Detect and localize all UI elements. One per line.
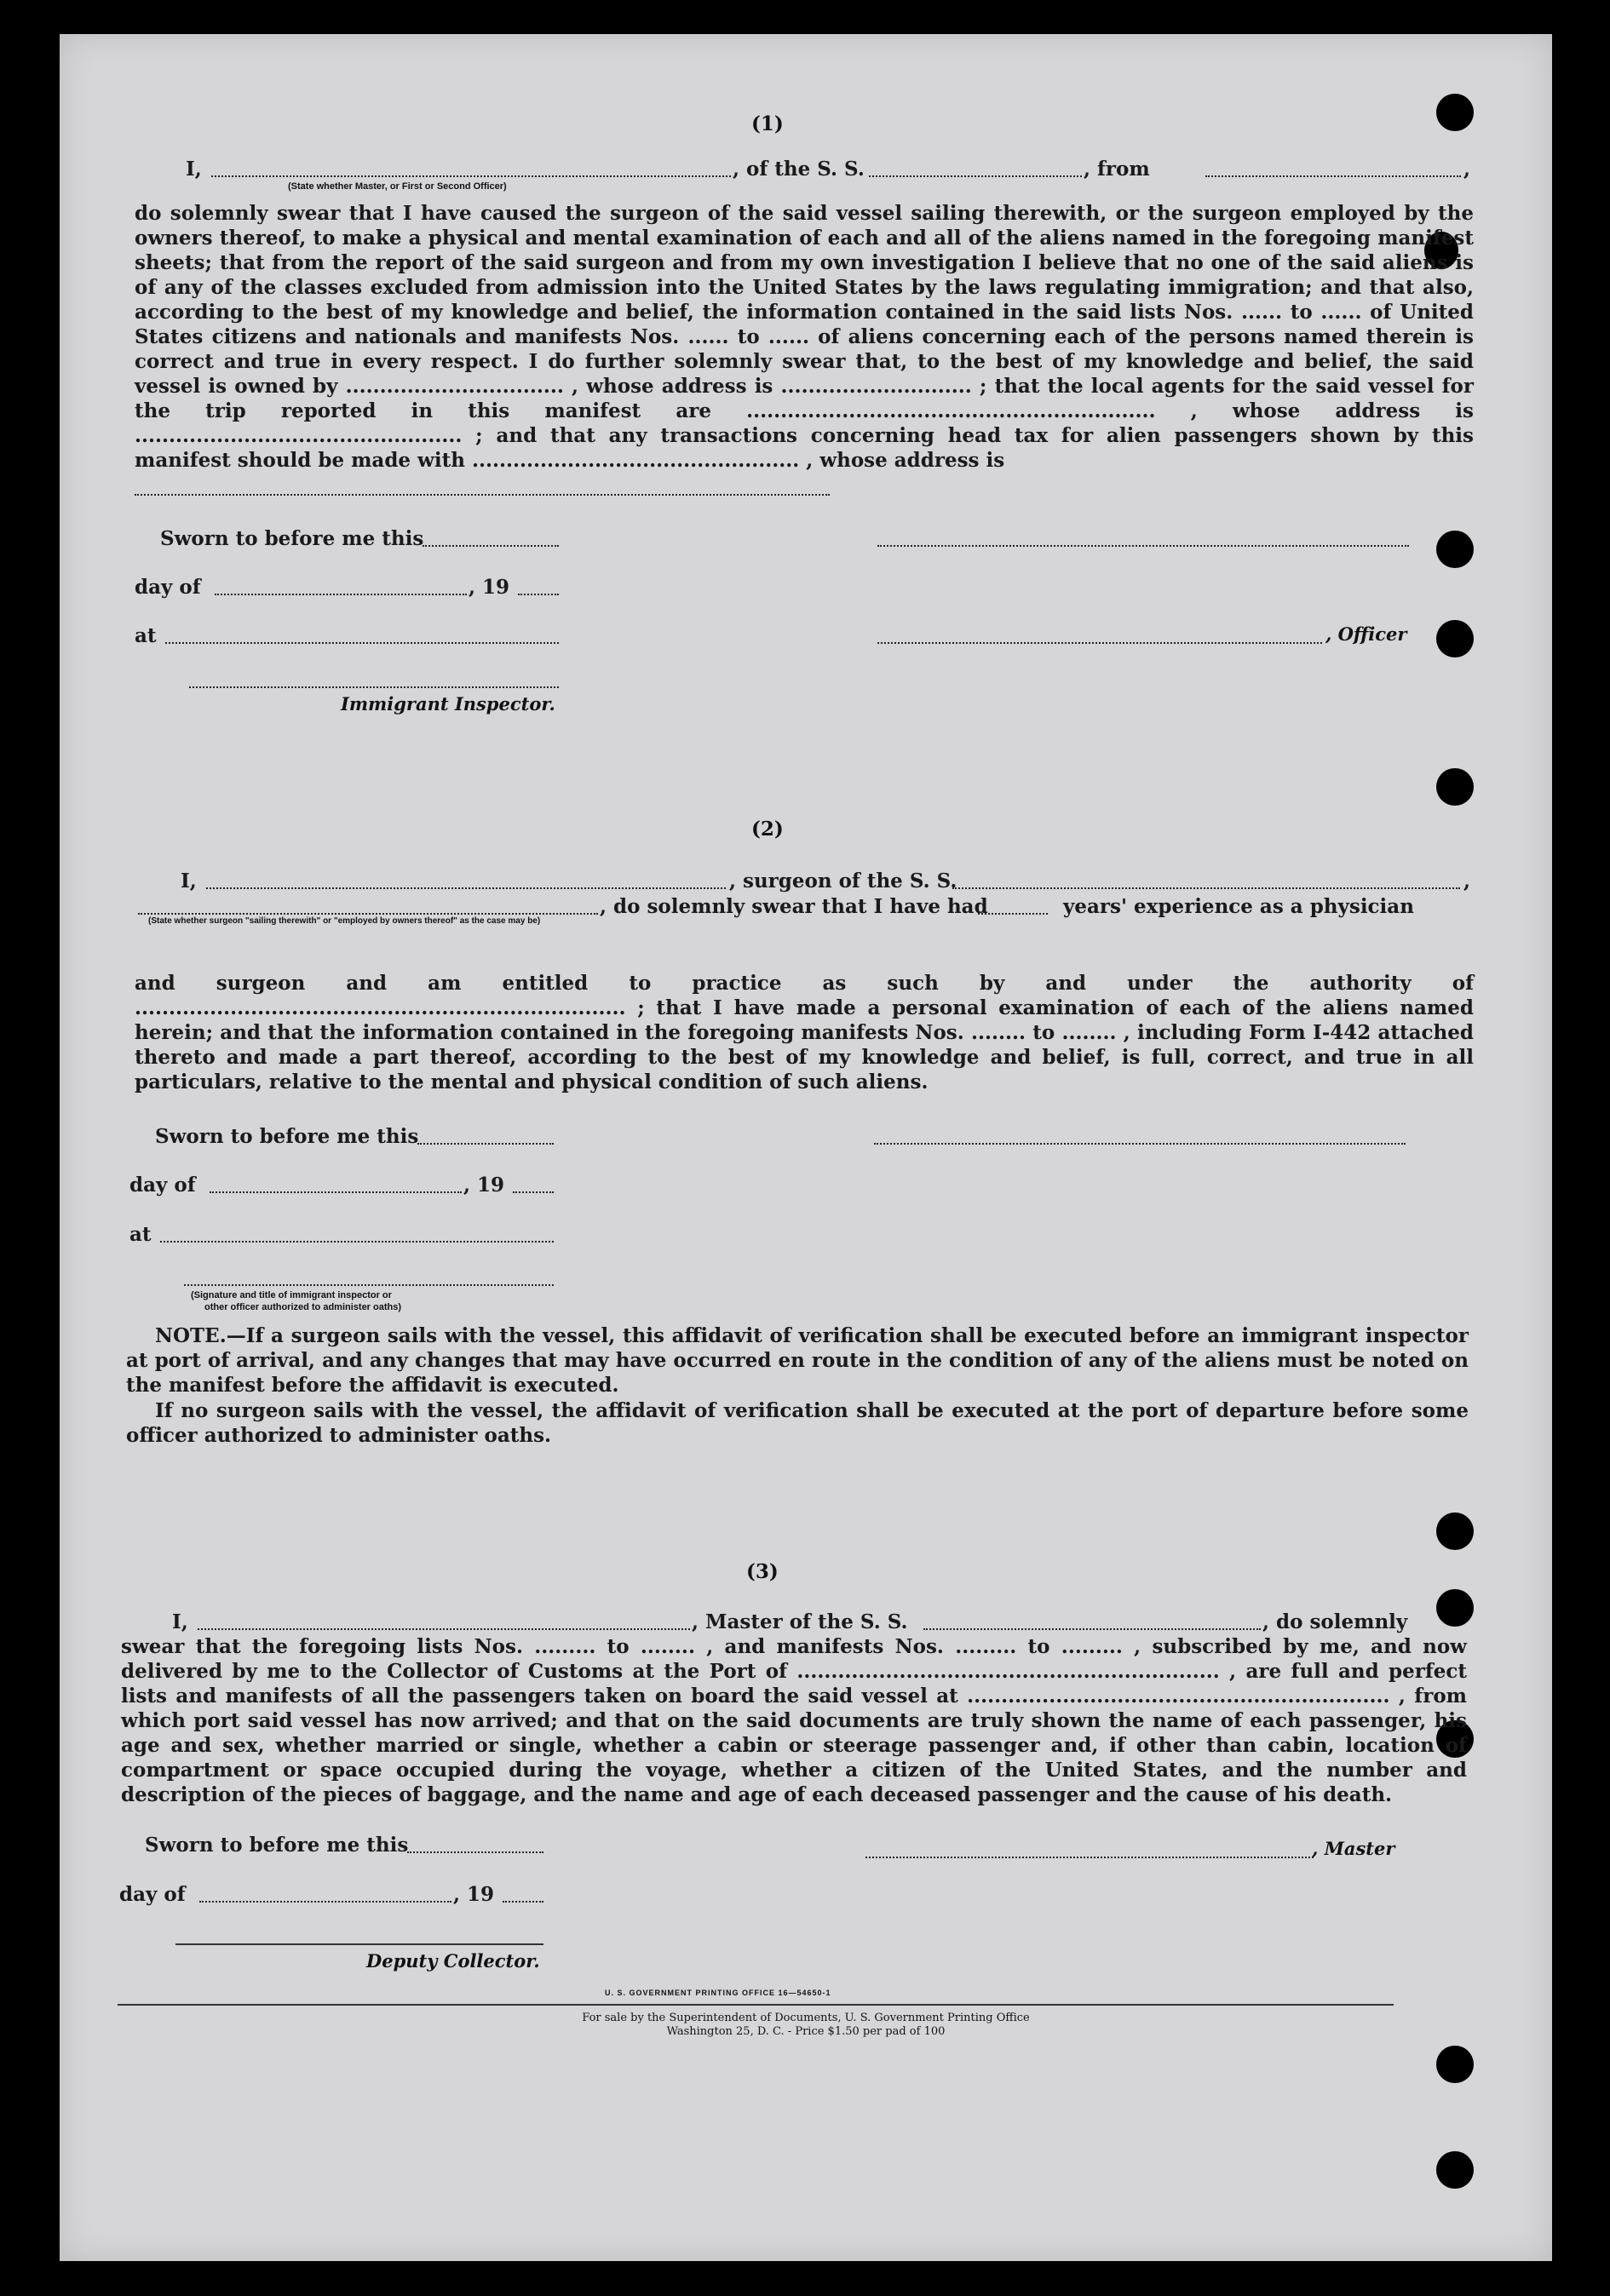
s2-years-label: years' experience as a physician	[1063, 895, 1414, 918]
punch-hole	[1436, 2151, 1474, 2189]
s3-collector-signature-line	[175, 1943, 543, 1945]
s1-inspector-title: Immigrant Inspector.	[341, 693, 555, 715]
s1-sworn-line	[423, 545, 559, 547]
s1-sworn-label: Sworn to before me this	[160, 527, 424, 550]
s3-sworn-label: Sworn to before me this	[145, 1834, 409, 1857]
s2-day-label: day of	[129, 1174, 196, 1197]
s2-day-line	[210, 1191, 462, 1193]
s2-sworn-label: Sworn to before me this	[155, 1125, 419, 1148]
punch-hole	[1436, 531, 1474, 568]
s2-surgeon-of-label: , surgeon of the S. S.	[729, 870, 957, 893]
s3-ship-name-line	[923, 1628, 1261, 1630]
s2-year-line	[513, 1191, 554, 1193]
s1-year-label: , 19	[469, 576, 510, 599]
s2-oath-body: and surgeon and am entitled to practice as such by and under the authority of ........................................................................ ; that I have made a personal examination of each of the aliens named herein; and that the information contained in the foregoing manifests Nos. ........ to ........ , including Form I-442 attached thereto and made a part thereof, according to the best of my knowledge and belief, is full, correct, and true in all particulars, relative to the mental and physical condition of such aliens.	[135, 972, 1474, 1093]
s2-signature-line	[184, 1284, 554, 1286]
punch-hole	[1436, 620, 1474, 657]
s2-surgeon-signature-line	[874, 1143, 1406, 1145]
s1-ship-name-line	[869, 175, 1082, 177]
s2-i-label: I,	[181, 870, 197, 893]
s1-i-label: I,	[186, 158, 202, 181]
s1-from-label: , from	[1084, 158, 1150, 181]
s2-at-label: at	[129, 1223, 152, 1246]
s2-at-line	[160, 1241, 554, 1243]
s1-officer-line-1	[877, 545, 1409, 547]
form-page	[60, 34, 1552, 2261]
s3-do-solemnly-label: , do solemnly	[1262, 1610, 1408, 1633]
s3-master-signature-line	[865, 1857, 1314, 1858]
officer-rank-note: (State whether Master, or First or Second Officer)	[288, 181, 507, 192]
s3-year-label: , 19	[453, 1883, 495, 1906]
s1-day-line	[215, 594, 467, 595]
master-name-line	[198, 1628, 690, 1630]
punch-hole	[1436, 768, 1474, 806]
s3-sworn-line	[407, 1851, 543, 1853]
s3-day-label: day of	[119, 1883, 186, 1906]
s2-swear-label: , do solemnly swear that I have had	[600, 895, 988, 918]
s2-note-1: NOTE.—If a surgeon sails with the vessel, this affidavit of verification shall be executed before an immigrant inspector at port of arrival, and any changes that may have occurred en route in the condition of any of the aliens must be noted on the manifest before the affidavit is executed.	[126, 1324, 1469, 1397]
s2-years-line	[978, 913, 1048, 915]
s2-signature-note-1: (Signature and title of immigrant inspector or	[191, 1290, 392, 1300]
s1-of-ss-label: , of the S. S.	[733, 158, 865, 181]
section-2-number: (2)	[751, 818, 784, 841]
s1-at-line	[165, 642, 559, 644]
punch-hole	[1436, 1512, 1474, 1550]
s3-year-line	[503, 1901, 543, 1903]
footer-rule	[118, 2004, 1394, 2006]
surgeon-type-note: (State whether surgeon "sailing therewith" or "employed by owners thereof" as the case may be)	[148, 916, 541, 926]
officer-name-line	[211, 175, 731, 177]
punch-hole	[1436, 2046, 1474, 2083]
section-1-number: (1)	[751, 112, 784, 135]
s2-surgeon-title-line	[138, 913, 598, 915]
s1-from-port-line	[1205, 175, 1461, 177]
s3-collector-title: Deputy Collector.	[366, 1950, 540, 1972]
gpo-imprint: U. S. GOVERNMENT PRINTING OFFICE 16—54650-1	[605, 1989, 831, 1997]
s1-comma: ,	[1463, 158, 1471, 181]
s2-ship-name-line	[952, 887, 1460, 889]
section-3-number: (3)	[746, 1560, 779, 1583]
s3-oath-body: swear that the foregoing lists Nos. ......... to ........ , and manifests Nos. ......... to ......... , subscribed by me, and now delivered by me to the Collector of Customs at the Port of .............................................................. , are full and perfect lists and manifests of all the passengers taken on board the said vessel at .............................................................. , from which port said vessel has now arrived; and that on the said documents are truly shown the name of each passenger, his age and sex, whether married or single, whether a cabin or steerage passenger and, if other than cabin, location of compartment or space occupied during the voyage, whether a citizen of the United States, and the number and description of the pieces of baggage, and the name and age of each deceased passenger and the cause of his death.	[121, 1635, 1467, 1806]
punch-hole	[1436, 94, 1474, 131]
s2-signature-note-2: other officer authorized to administer oaths)	[204, 1302, 402, 1312]
s1-inspector-signature-line	[189, 686, 559, 688]
s2-note-2: If no surgeon sails with the vessel, the affidavit of verification shall be executed at the port of departure before some officer authorized to administer oaths.	[126, 1399, 1469, 1447]
punch-hole	[1436, 1589, 1474, 1627]
s1-day-label: day of	[135, 576, 201, 599]
surgeon-name-line	[206, 887, 726, 889]
s3-master-of-label: , Master of the S. S.	[692, 1610, 908, 1633]
s2-comma: ,	[1463, 870, 1471, 893]
s1-oath-body: do solemnly swear that I have caused the surgeon of the said vessel sailing therewith, or the surgeon employed by the owners thereof, to make a physical and mental examination of each and all of the aliens named in the foregoing manifest sheets; that from the report of the said surgeon and from my own investigation I believe that no one of the said aliens is of any of the classes excluded from admission into the United States by the laws regulating immigration; and that also, according to the best of my knowledge and belief, the information contained in the said lists Nos. ...... to ...... of United States citizens and nationals and manifests Nos. ...... to ...... of aliens concerning each of the persons named therein is correct and true in every respect. I do further solemnly swear that, to the best of my knowledge and belief, the said vessel is owned by ................................ , whose address is ............................ ; that the local agents for the said vessel for the trip reported in this manifest are ............................................................ , whose address is ................................................ ; and that any transactions concerning head tax for alien passengers shown by this manifest should be made with ................................................ , whose address is	[135, 202, 1474, 472]
footer-sale-line: For sale by the Superintendent of Documents, U. S. Government Printing Office	[582, 2012, 1030, 2024]
s3-day-line	[199, 1901, 451, 1903]
s3-master-label: , Master	[1312, 1838, 1395, 1859]
s2-sworn-line	[417, 1143, 554, 1145]
s1-officer-line-2	[877, 642, 1322, 644]
s1-year-line	[518, 594, 559, 595]
footer-price-line: Washington 25, D. C. - Price $1.50 per pad of 100	[666, 2025, 946, 2038]
s3-i-label: I,	[172, 1610, 188, 1633]
s1-at-label: at	[135, 624, 157, 647]
s1-extra-line	[135, 494, 830, 496]
s2-year-label: , 19	[463, 1174, 505, 1197]
s1-officer-label: , Officer	[1325, 623, 1407, 645]
